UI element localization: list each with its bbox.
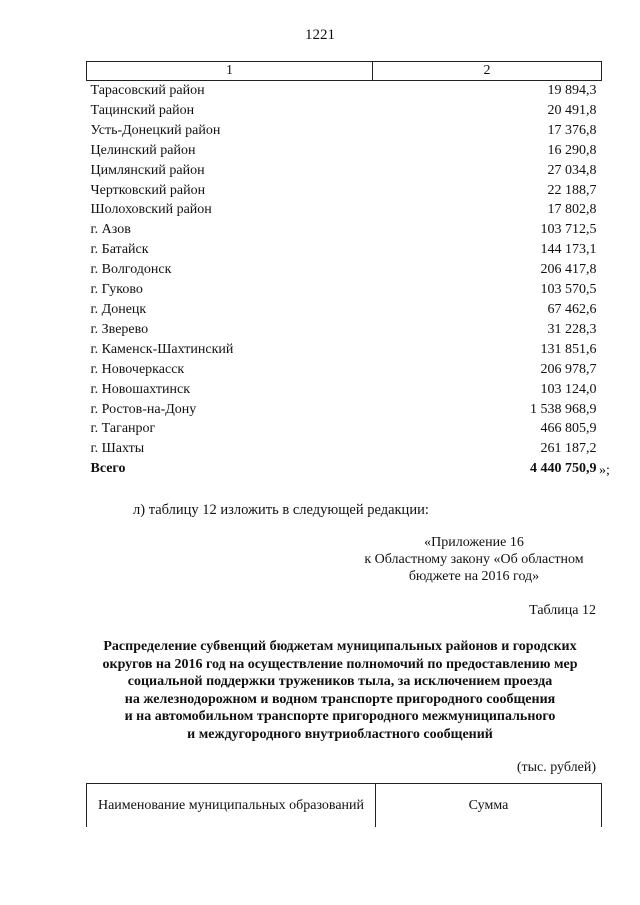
heading-line: и на автомобильном транспорте пригородного межмуниципального [124,709,556,724]
subsidy-amount: 1 538 968,9 [530,401,597,417]
table-12-header [86,783,602,827]
total-label: Всего [90,461,126,477]
total-value: 4 440 750,9 [530,461,597,477]
subsidy-amount: 22 188,7 [547,182,597,198]
heading-line: на железнодорожном и водном транспорте пригородного сообщения [124,691,556,707]
heading-line: и междугородного внутриобластного сообщений [187,726,493,742]
municipality-name: г. Каменск-Шахтинский [90,341,234,357]
heading-line: социальной поддержки тружеников тыла, за исключением проезда [127,674,553,689]
table-row [87,141,602,161]
subsidy-amount: 103 712,5 [540,222,597,238]
table-row [87,380,602,400]
municipality-name: г. Гуково [90,282,143,298]
units-label: (тыс. рублей) [516,760,596,775]
table-row [87,81,602,101]
subsidy-amount: 19 894,3 [547,83,597,98]
municipality-name: Целинский район [90,142,196,158]
table-body [87,81,602,460]
heading-line: округов на 2016 год на осуществление полномочий по предоставлению мер [102,656,578,672]
table-row [87,400,602,420]
municipality-name: г. Таганрог [90,421,156,437]
municipality-name: Чертковский район [90,182,206,198]
subsidy-amount: 131 851,6 [540,341,597,357]
municipality-name: Тарасовский район [90,83,205,98]
total-row [87,459,602,479]
municipality-name: Тацинский район [90,102,195,118]
municipality-name: г. Ростов-на-Дону [90,401,197,417]
appendix-line-2: к Областному закону «Об областном [364,552,584,567]
column-header-amount: Сумма [376,784,602,828]
table-row [87,439,602,459]
column-number-2: 2 [373,62,602,81]
municipality-name: г. Волгодонск [90,262,172,278]
subsidy-amount: 20 491,8 [547,102,597,118]
column-number-row [87,62,602,81]
table-label: Таблица 12 [529,603,596,618]
subsidy-amount: 206 417,8 [540,262,597,278]
appendix-line-3: бюджете на 2016 год» [408,569,540,584]
municipality-name: г. Шахты [90,441,145,457]
table-row [87,340,602,360]
subsidy-amount: 67 462,6 [547,301,597,317]
amendment-instruction: л) таблицу 12 изложить в следующей редакции: [133,502,429,518]
table-row [87,220,602,240]
table-row [87,419,602,439]
page-number: 1221 [305,27,335,43]
table-row [87,280,602,300]
subsidy-amount: 27 034,8 [547,162,597,178]
municipality-name: г. Новочеркасск [90,361,185,377]
table-row [87,101,602,121]
table-row [87,240,602,260]
subsidy-amount: 103 570,5 [540,282,597,298]
table-row [87,200,602,220]
heading-line: Распределение субвенций бюджетам муниципальных районов и городских [103,639,577,654]
municipality-name: г. Зверево [90,321,149,337]
subsidy-amount: 16 290,8 [547,142,597,158]
municipality-name: г. Батайск [90,242,149,258]
municipality-name: г. Донецк [90,301,147,317]
table-row [87,360,602,380]
municipality-name: Цимлянский район [90,162,205,178]
municipality-name: г. Азов [90,222,131,238]
table-row [87,300,602,320]
table-heading [60,638,620,743]
table-row [87,161,602,181]
municipality-name: г. Новошахтинск [90,381,191,397]
column-header-municipality: Наименование муниципальных образований [87,784,376,828]
table-row [87,260,602,280]
subsidy-amount: 261 187,2 [540,441,597,457]
closing-quote: »; [599,463,610,478]
appendix-reference [330,534,618,585]
municipality-name: Усть-Донецкий район [90,122,221,138]
subsidy-amount: 17 376,8 [547,122,597,138]
subsidy-amount: 206 978,7 [540,361,597,377]
subsidy-amount: 31 228,3 [547,321,597,337]
municipality-name: Шолоховский район [90,202,212,218]
subsidy-amount: 466 805,9 [540,421,597,437]
subsidy-amount: 17 802,8 [547,202,597,218]
column-number-1: 1 [87,62,373,81]
appendix-line-1: «Приложение 16 [424,535,524,550]
subsidy-amount: 144 173,1 [540,242,597,258]
subsidy-table-continued [86,61,602,479]
table-row [87,320,602,340]
table-row [87,121,602,141]
table-row [87,181,602,201]
subsidy-amount: 103 124,0 [540,381,597,397]
